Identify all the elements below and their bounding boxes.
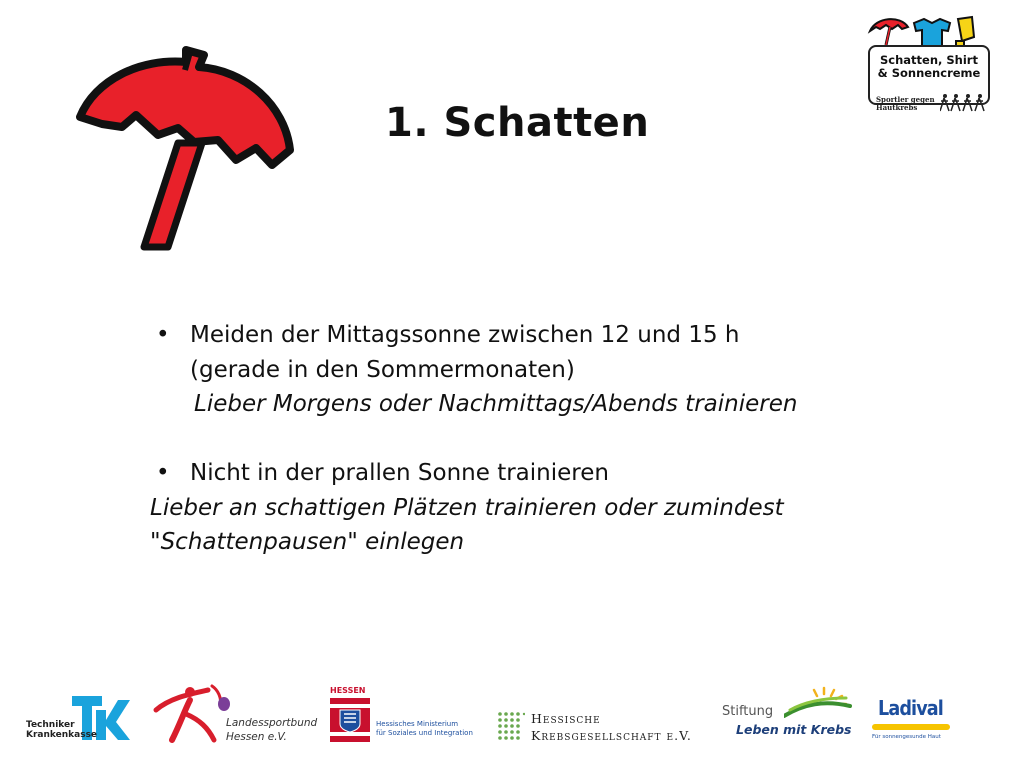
stiftung-line2: Leben mit Krebs: [736, 722, 852, 737]
hessen-label: HESSEN: [330, 686, 366, 695]
ladival-stripe: [872, 724, 950, 730]
stiftung-line1: Stiftung: [722, 704, 774, 719]
ladival-name: Ladival: [878, 696, 943, 720]
landessportbund-line2: Hessen e.V.: [226, 731, 287, 743]
stiftung-sun-icon: [784, 686, 852, 718]
umbrella-icon: [70, 40, 300, 255]
bullet-2-tip-line1: Lieber an schattigen Plätzen trainieren oder zumindest: [150, 494, 784, 521]
bullet-1-text: Meiden der Mittagssonne zwischen 12 und 15 h: [190, 322, 740, 348]
hessen-line2: für Soziales und Integration: [376, 729, 473, 737]
bullet-1-tip: Lieber Morgens oder Nachmittags/Abends trainieren: [194, 391, 798, 417]
krebsgesellschaft-logo: [497, 708, 707, 744]
campaign-logo: [866, 15, 990, 117]
krebsgesellschaft-line1: Hessische: [531, 711, 601, 726]
campaign-logo-sub1: Sportler gegen: [876, 95, 935, 104]
campaign-logo-subtitle: [876, 96, 946, 112]
bullet-1-continuation: (gerade in den Sommermonaten): [190, 356, 575, 383]
campaign-logo-line2: & Sonnencreme: [877, 66, 981, 80]
hessen-ministerium-logo: [330, 686, 490, 746]
krebsgesellschaft-line2: Krebsgesellschaft e.V.: [531, 728, 692, 743]
stiftung-logo: [722, 686, 854, 746]
landessportbund-logo: [150, 680, 318, 750]
landessportbund-figure-icon: [150, 680, 236, 746]
hessen-line1: Hessisches Ministerium: [376, 720, 459, 728]
campaign-logo-line1: Schatten, Shirt: [880, 53, 978, 67]
tk-logo-line2: Krankenkasse: [26, 730, 98, 740]
hessen-coat-of-arms-icon: [330, 698, 370, 742]
bullet-2-tip-line2: "Schattenpausen" einlegen: [150, 529, 465, 555]
slide-title: 1. Schatten: [385, 100, 650, 146]
krebsgesellschaft-dots-icon: [497, 711, 525, 741]
campaign-logo-sub2: Hautkrebs: [876, 103, 918, 112]
runners-icon: [940, 93, 986, 113]
bullet-1-symbol: •: [156, 322, 170, 348]
landessportbund-line1: Landessportbund: [226, 717, 318, 729]
bullet-2-text: Nicht in der prallen Sonne trainieren: [190, 460, 609, 486]
tk-logo-line1: Techniker: [26, 720, 75, 730]
ladival-tagline: Für sonnengesunde Haut: [872, 734, 941, 740]
partner-logos: [0, 670, 1024, 760]
bullet-2-symbol: •: [156, 460, 170, 486]
tk-logo: [26, 692, 134, 744]
ladival-logo: [870, 696, 952, 746]
